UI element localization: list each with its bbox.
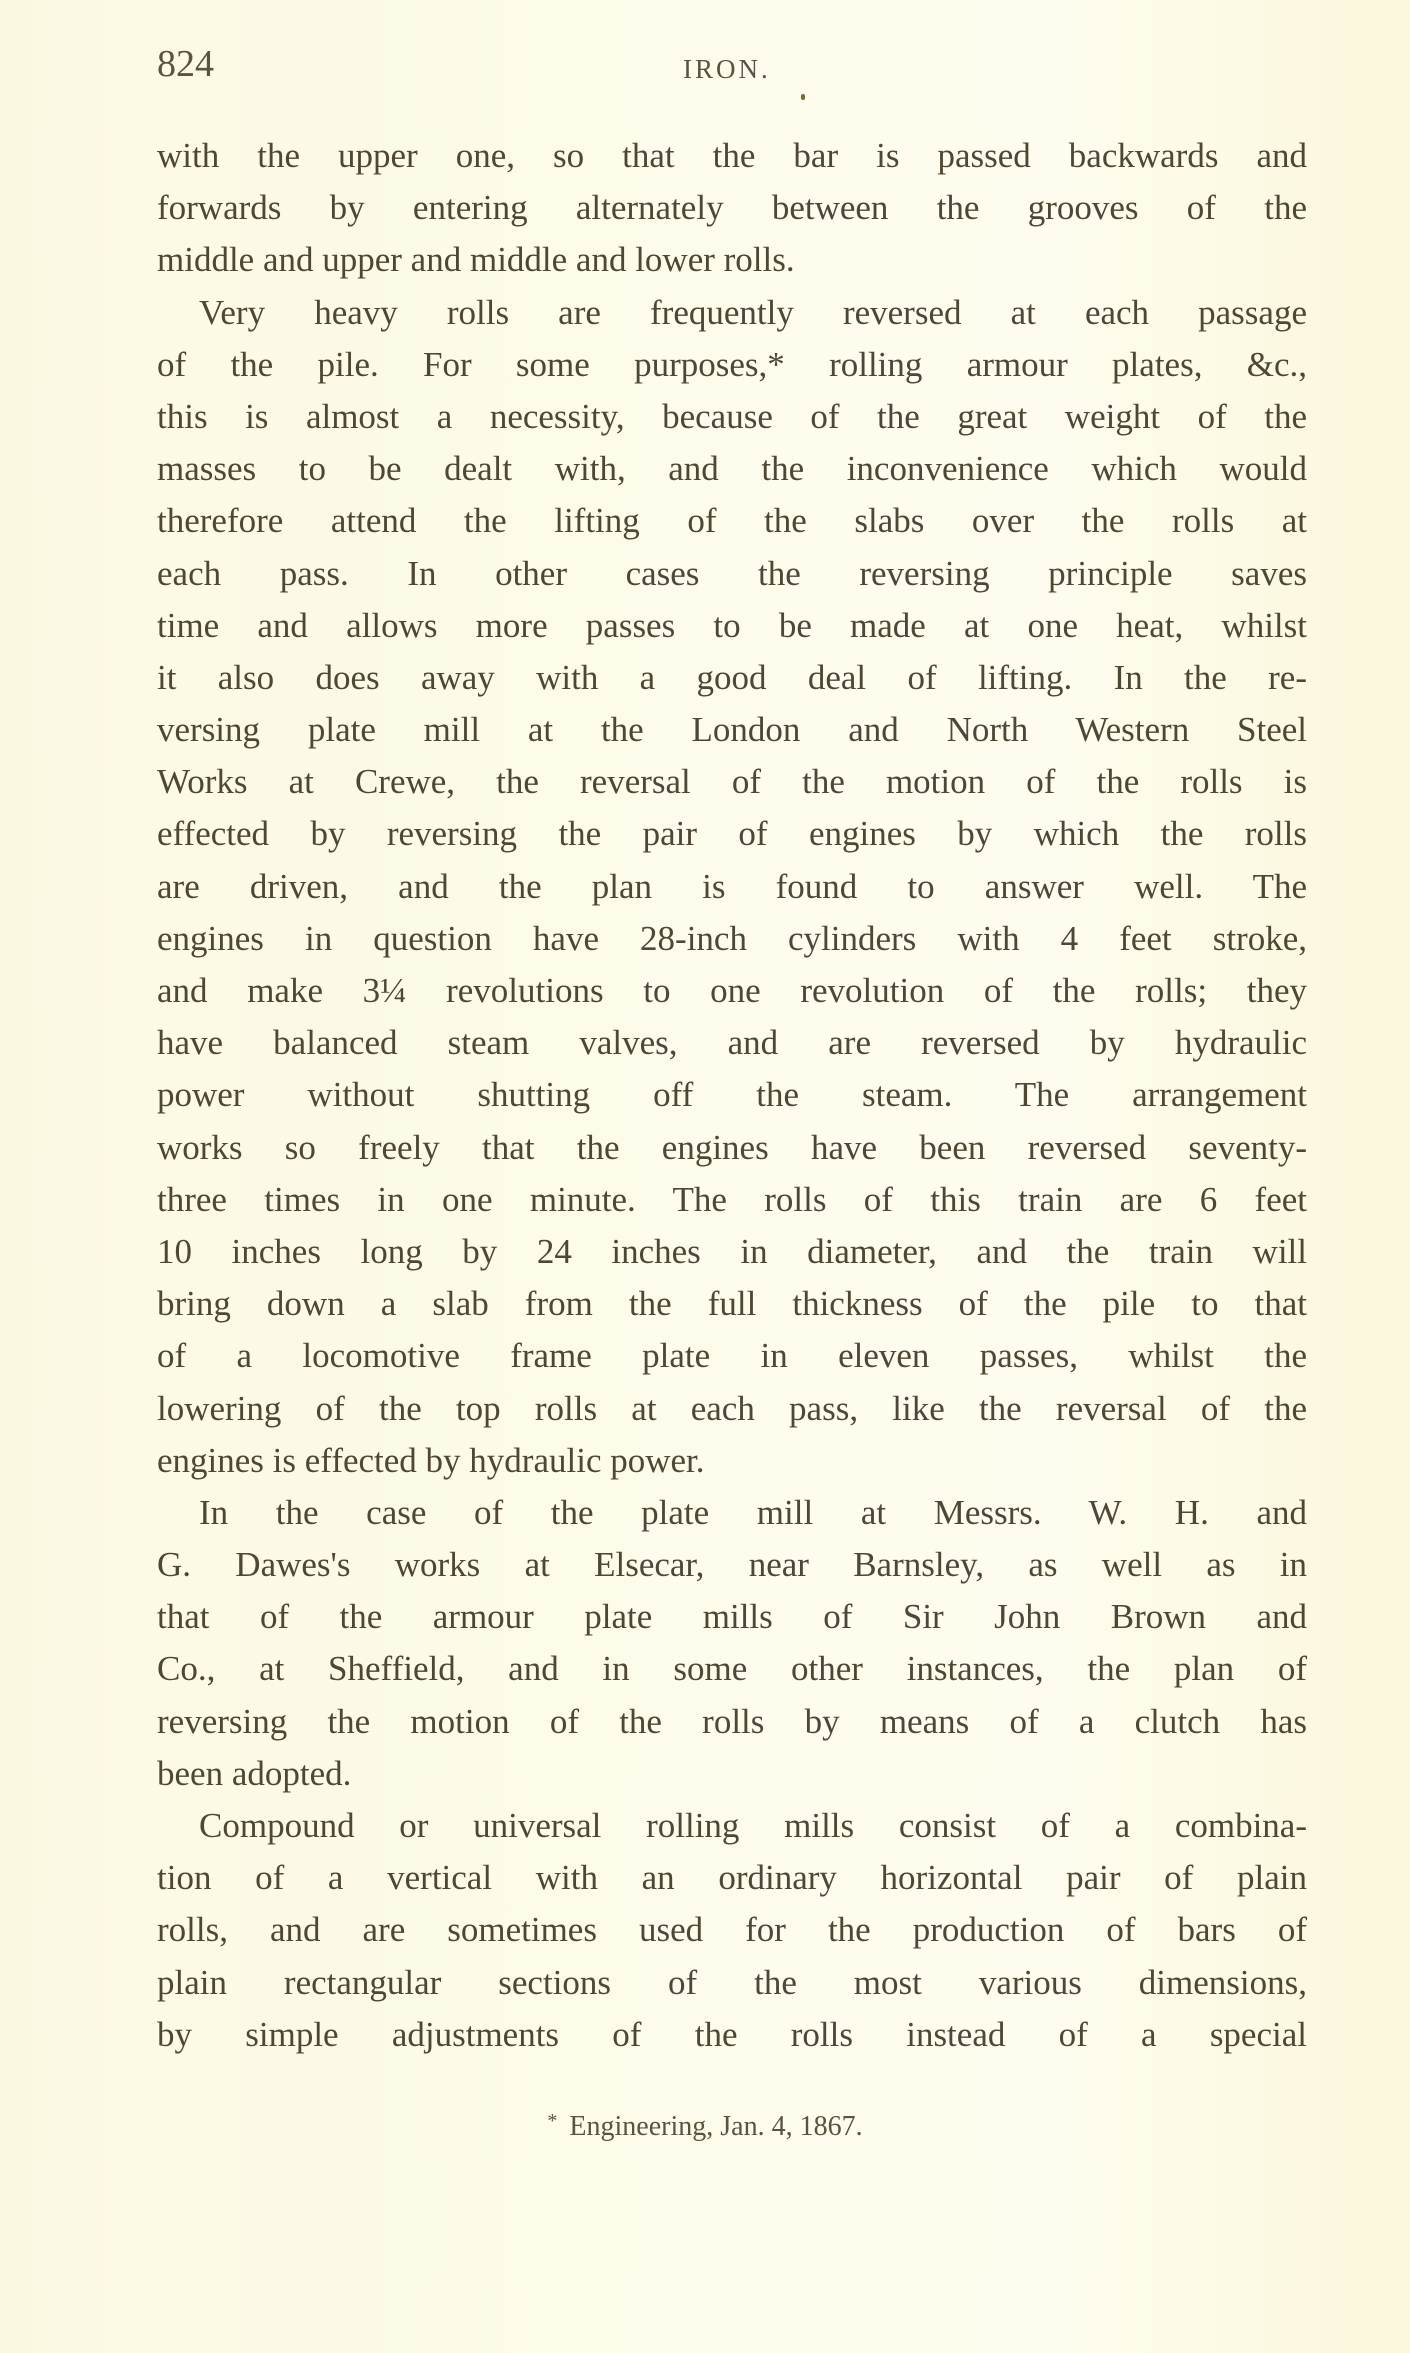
body-text [157, 130, 1307, 2061]
text-line: power without shutting off the steam. The arrangement [157, 1075, 1307, 1115]
text-line: forwards by entering alternately between the grooves of the [157, 188, 1307, 228]
footnote-mark: * [547, 2110, 558, 2132]
text-line: been adopted. [157, 1753, 352, 1793]
text-line: lowering of the top rolls at each pass, like the reversal of the [157, 1388, 1307, 1428]
page-number: 824 [157, 43, 214, 85]
text-line: bring down a slab from the full thickness of the pile to that [157, 1284, 1307, 1324]
text-line: by simple adjustments of the rolls instead of a special [157, 2014, 1307, 2054]
text-line: therefore attend the lifting of the slabs over the rolls at [157, 501, 1307, 541]
text-line: rolls, and are sometimes used for the production of bars of [157, 1910, 1307, 1950]
text-line: engines in question have 28-inch cylinders with 4 feet stroke, [157, 918, 1307, 958]
text-line: are driven, and the plan is found to answer well. The [157, 866, 1307, 906]
text-line: effected by reversing the pair of engines by which the rolls [157, 814, 1307, 854]
text-line: it also does away with a good deal of lifting. In the re- [157, 657, 1307, 697]
text-line: plain rectangular sections of the most various dimensions, [157, 1962, 1307, 2002]
footnote-text: Engineering, Jan. 4, 1867. [569, 2111, 863, 2142]
running-title: IRON. [683, 54, 771, 84]
ink-speck [801, 94, 805, 100]
text-line: and make 3¼ revolutions to one revolution of the rolls; they [157, 971, 1307, 1010]
text-line: G. Dawes's works at Elsecar, near Barnsley, as well as in [157, 1545, 1307, 1585]
text-line: time and allows more passes to be made at one heat, whilst [157, 605, 1307, 645]
text-line: Co., at Sheffield, and in some other instances, the plan of [157, 1649, 1307, 1689]
text-line: Compound or universal rolling mills consist of a combina- [199, 1806, 1307, 1845]
text-line: that of the armour plate mills of Sir John Brown and [157, 1597, 1307, 1637]
text-line: engines is effected by hydraulic power. [157, 1440, 705, 1480]
text-line: this is almost a necessity, because of the great weight of the [157, 396, 1307, 436]
text-line: Works at Crewe, the reversal of the motion of the rolls is [157, 762, 1307, 802]
text-line: Very heavy rolls are frequently reversed at each passage [199, 292, 1307, 332]
text-line: have balanced steam valves, and are reversed by hydraulic [157, 1023, 1307, 1063]
text-line: works so freely that the engines have been reversed seventy- [157, 1127, 1307, 1167]
text-line: 10 inches long by 24 inches in diameter, and the train will [157, 1231, 1307, 1271]
text-line: tion of a vertical with an ordinary horizontal pair of plain [157, 1858, 1307, 1898]
text-line: masses to be dealt with, and the inconvenience which would [157, 449, 1307, 489]
text-line: each pass. In other cases the reversing principle saves [157, 553, 1307, 593]
text-line: with the upper one, so that the bar is passed backwards and [157, 136, 1307, 175]
text-line: of a locomotive frame plate in eleven passes, whilst the [157, 1336, 1307, 1376]
footnote [0, 2110, 1410, 2143]
text-line: middle and upper and middle and lower rolls. [157, 240, 795, 280]
text-line: versing plate mill at the London and North Western Steel [157, 710, 1307, 750]
text-line: three times in one minute. The rolls of this train are 6 feet [157, 1179, 1307, 1219]
text-line: reversing the motion of the rolls by means of a clutch has [157, 1701, 1307, 1741]
text-line: of the pile. For some purposes,* rolling armour plates, &c., [157, 344, 1307, 384]
text-line: In the case of the plate mill at Messrs. W. H. and [199, 1492, 1307, 1532]
